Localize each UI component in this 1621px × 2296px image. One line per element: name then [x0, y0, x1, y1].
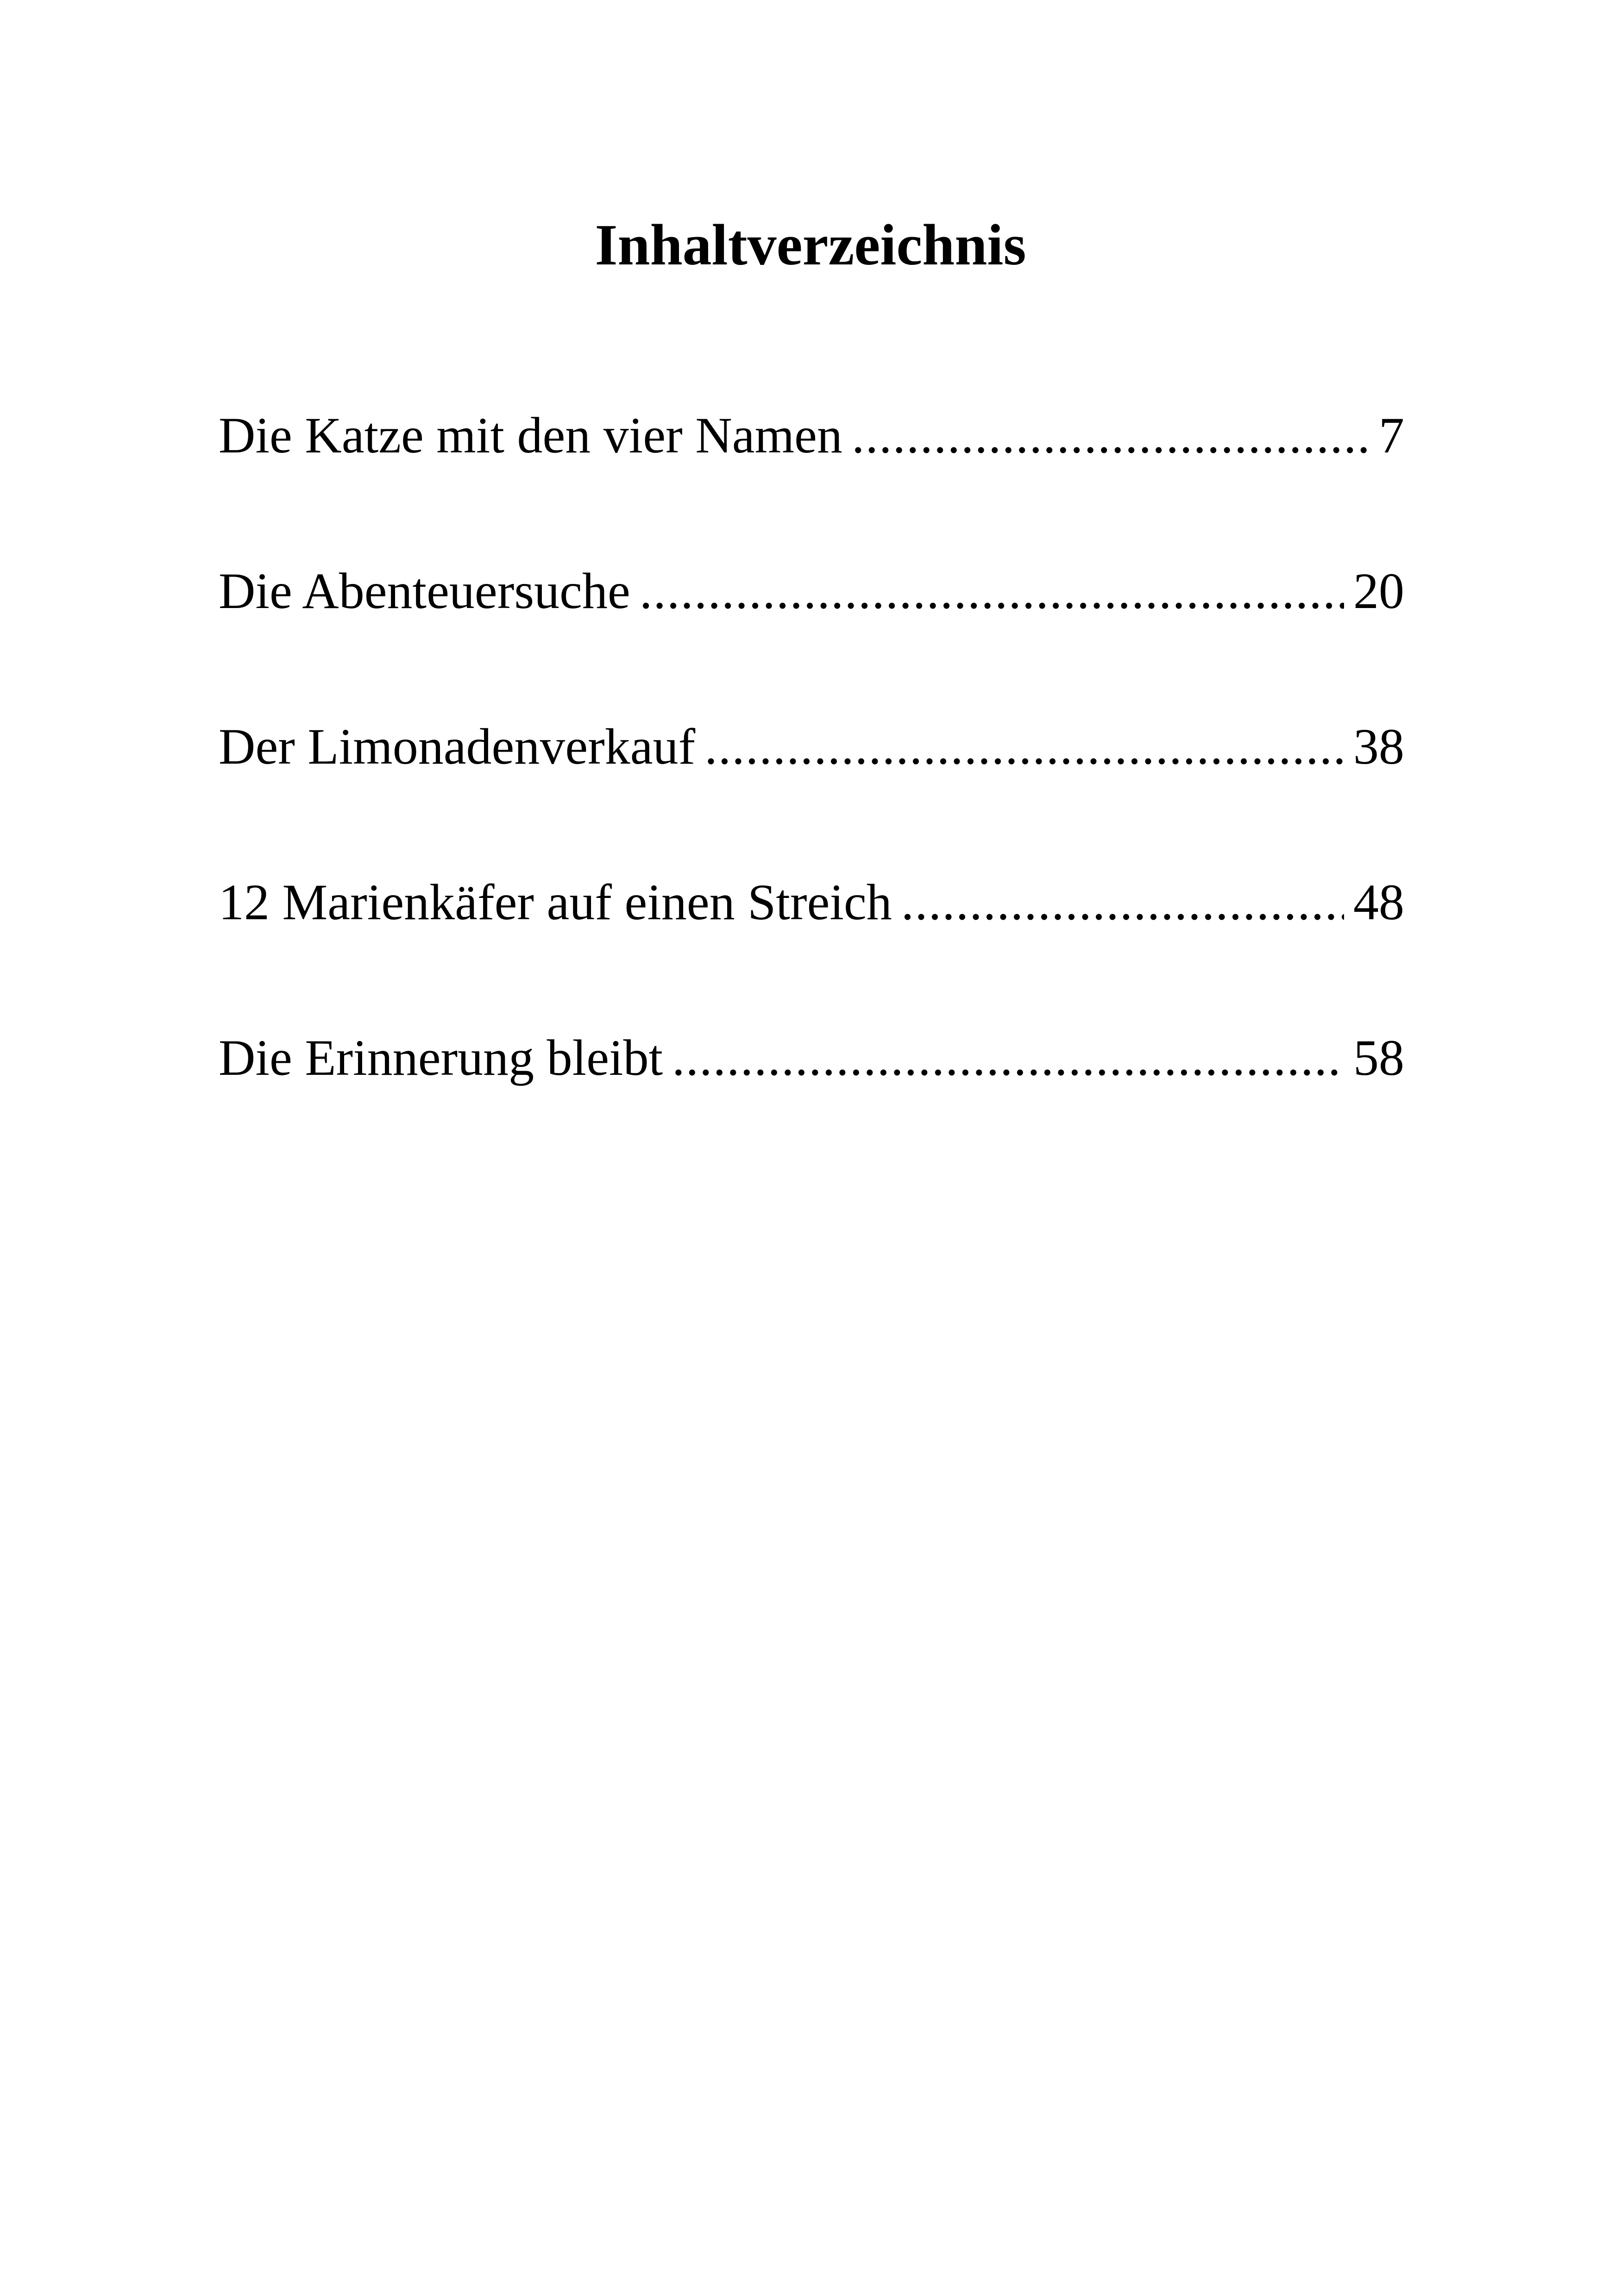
toc-heading: Inhaltverzeichnis: [595, 213, 1026, 277]
toc-entry: [219, 398, 1404, 554]
toc-entry: [219, 554, 1404, 709]
toc-entry-title: Die Erinnerung bleibt: [219, 1029, 663, 1086]
toc-entry: [219, 1021, 1404, 1176]
toc-entry-title: Die Katze mit den vier Namen: [219, 407, 842, 464]
toc-entry-page-number: 38: [1353, 718, 1404, 775]
toc-dot-leader: [901, 865, 1344, 939]
toc-entry: [219, 709, 1404, 865]
toc-entry: [219, 865, 1404, 1021]
toc-entry-page-number: 7: [1379, 407, 1404, 464]
toc-entry-title: Die Abenteuersuche: [219, 563, 630, 619]
toc-entry-page-number: 58: [1353, 1029, 1404, 1086]
toc-dot-leader: [704, 709, 1344, 784]
toc-entry-page-number: 20: [1353, 563, 1404, 619]
toc-entry-title: Der Limonadenverkauf: [219, 718, 696, 775]
toc-dot-leader: [640, 554, 1344, 628]
toc-dot-leader: [672, 1021, 1344, 1095]
toc-entry-page-number: 48: [1353, 874, 1404, 930]
toc-dot-leader: [852, 398, 1370, 472]
table-of-contents: [219, 398, 1404, 1176]
toc-entry-title: 12 Marienkäfer auf einen Streich: [219, 874, 892, 930]
